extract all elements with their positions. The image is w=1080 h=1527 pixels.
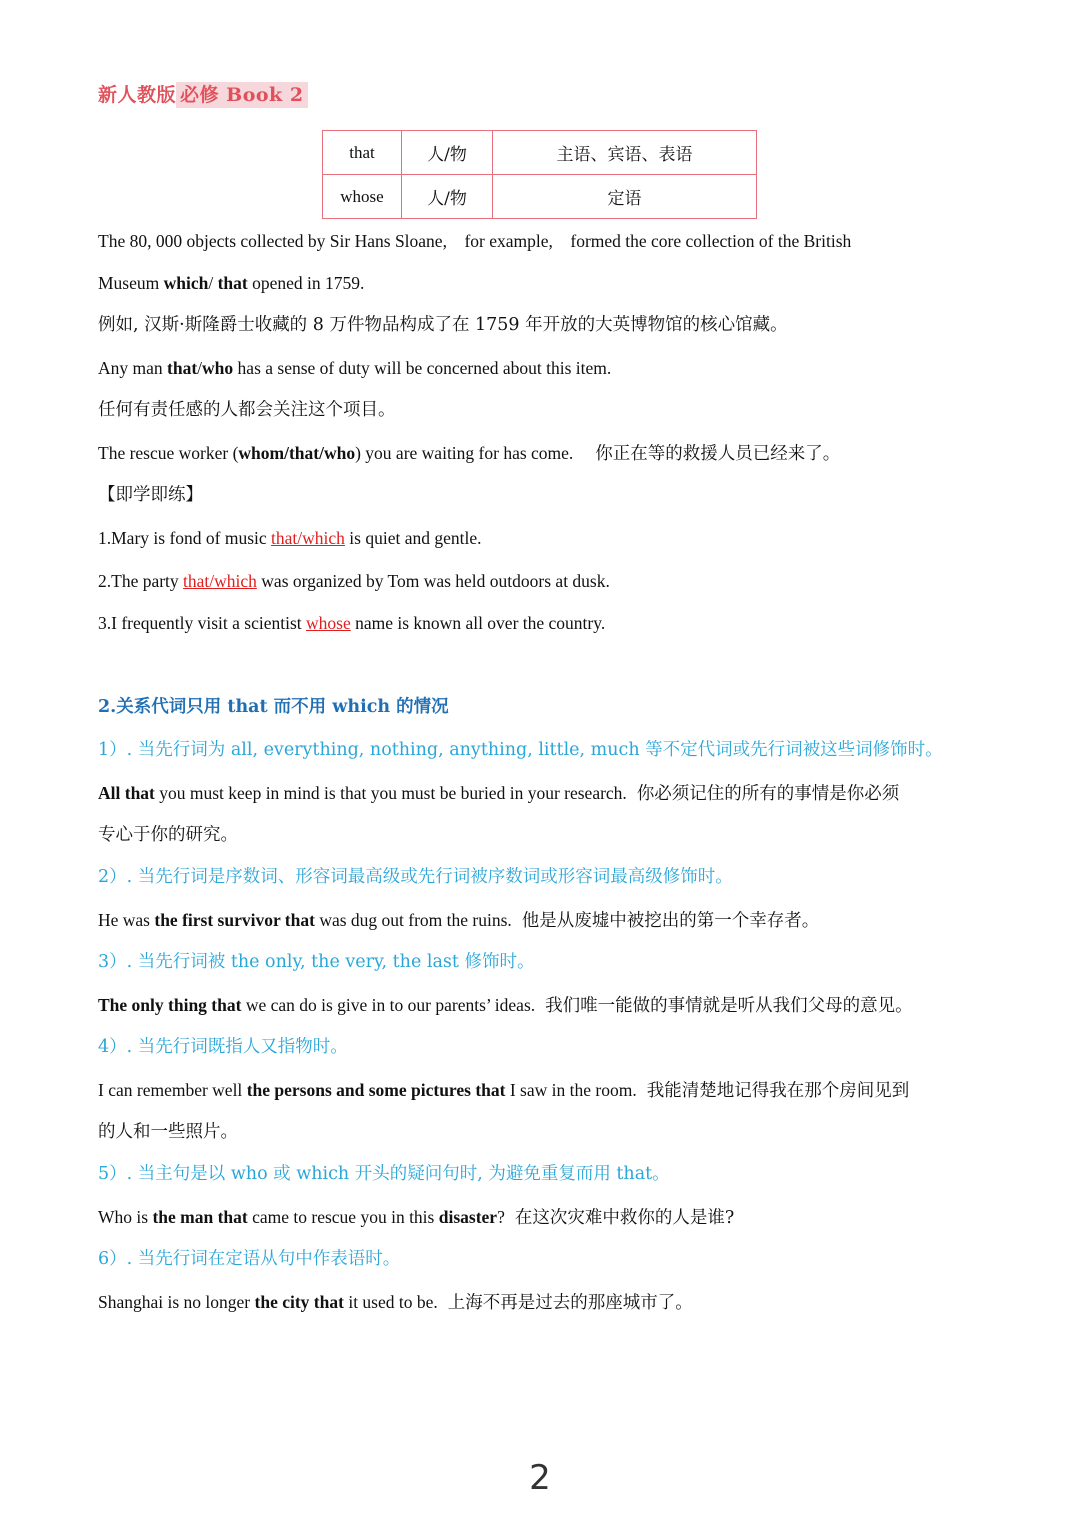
sentence-3: The only thing that we can do is give in to our parents’ ideas. 我们唯一能做的事情就是听从我们父母的意见。 <box>98 995 913 1016</box>
document-header <box>98 80 308 107</box>
sentence-4-cont: 的人和一些照片。 <box>98 1122 238 1142</box>
sentence-4: I can remember well the persons and some pictures that I saw in the room. 我能清楚地记得我在那个房间见到 <box>98 1080 910 1101</box>
answer-2: that/which <box>183 571 257 591</box>
example-1-line-2: Museum which/ that opened in 1759. <box>98 273 365 293</box>
sentence-6: Shanghai is no longer the city that it used to be. 上海不再是过去的那座城市了。 <box>98 1292 693 1313</box>
sentence-1-cont: 专心于你的研究。 <box>98 825 238 845</box>
section-title: 2.关系代词只用 that 而不用 which 的情况 <box>98 697 449 717</box>
sentence-5: Who is the man that came to rescue you in this disaster? 在这次灾难中救你的人是谁? <box>98 1207 735 1228</box>
table-cell-refers: 人/物 <box>402 175 493 219</box>
example-1-line-1: The 80, 000 objects collected by Sir Hans Sloane, for example, formed the core collection of the British <box>98 231 852 251</box>
example-1-translation: 例如, 汉斯·斯隆爵士收藏的 8 万件物品构成了在 1759 年开放的大英博物馆的核心馆藏。 <box>98 315 788 335</box>
rule-3: 3）. 当先行词被 the only, the very, the last 修饰时。 <box>98 952 535 972</box>
exercise-2: 2.The party that/which was organized by Tom was held outdoors at dusk. <box>98 571 610 591</box>
header-book: 必修 Book 2 <box>176 82 308 108</box>
table-cell-refers: 人/物 <box>402 131 493 175</box>
practice-title: 【即学即练】 <box>98 485 203 505</box>
relative-pronoun-table <box>322 130 757 219</box>
table-cell-word: whose <box>323 175 402 219</box>
example-2: Any man that/who has a sense of duty will be concerned about this item. <box>98 358 612 378</box>
table-row <box>323 131 757 175</box>
exercise-3: 3.I frequently visit a scientist whose name is known all over the country. <box>98 613 606 633</box>
rule-2: 2）. 当先行词是序数词、形容词最高级或先行词被序数词或形容词最高级修饰时。 <box>98 867 733 887</box>
table-cell-function: 定语 <box>493 175 757 219</box>
rule-1: 1）. 当先行词为 all, everything, nothing, anything, little, much 等不定代词或先行词被这些词修饰时。 <box>98 740 943 760</box>
rule-4: 4）. 当先行词既指人又指物时。 <box>98 1037 348 1057</box>
rule-6: 6）. 当先行词在定语从句中作表语时。 <box>98 1249 401 1269</box>
rule-5: 5）. 当主句是以 who 或 which 开头的疑问句时, 为避免重复而用 that。 <box>98 1164 670 1184</box>
sentence-1: All that you must keep in mind is that you must be buried in your research. 你必须记住的所有的事情是你必须 <box>98 783 900 804</box>
example-3: The rescue worker (whom/that/who) you are waiting for has come. 你正在等的救援人员已经来了。 <box>98 443 841 464</box>
table-cell-function: 主语、宾语、表语 <box>493 131 757 175</box>
header-prefix: 新人教版 <box>98 84 177 106</box>
sentence-2: He was the first survivor that was dug out from the ruins. 他是从废墟中被挖出的第一个幸存者。 <box>98 910 820 931</box>
example-2-translation: 任何有责任感的人都会关注这个项目。 <box>98 400 396 420</box>
table-cell-word: that <box>323 131 402 175</box>
answer-3: whose <box>306 613 351 633</box>
page-number: 2 <box>529 1458 551 1498</box>
table-row <box>323 175 757 219</box>
exercise-1: 1.Mary is fond of music that/which is quiet and gentle. <box>98 528 482 548</box>
answer-1: that/which <box>271 528 345 548</box>
